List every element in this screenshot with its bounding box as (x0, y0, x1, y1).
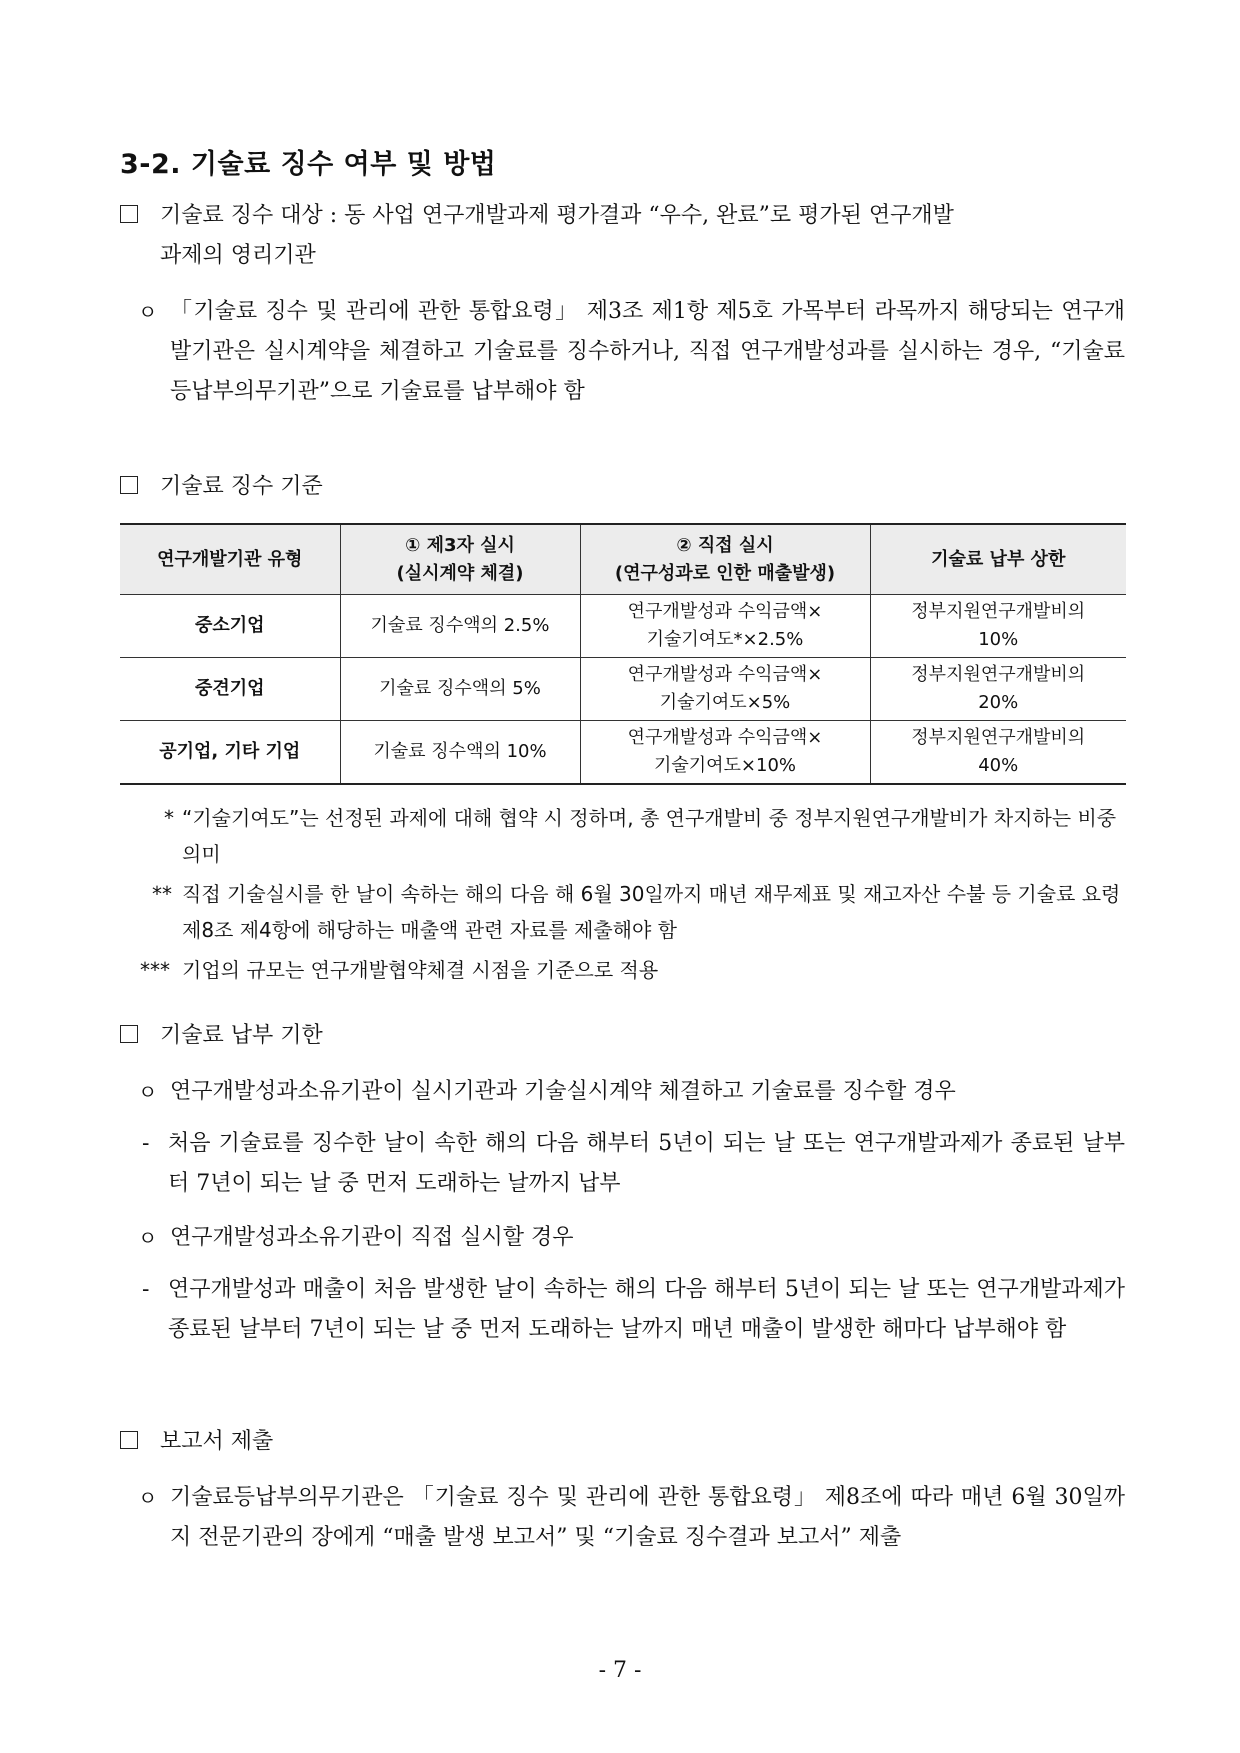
circle-bullet-icon: ㅇ (138, 1486, 158, 1510)
section-target-title: 기술료 징수 대상 : 동 사업 연구개발과제 평가결과 “우수, 완료”로 평가된 연구개발 과제의 영리기관 (120, 196, 1125, 276)
table-header-cell: ② 직접 실시 (연구성과로 인한 매출발생) (580, 524, 870, 595)
table-cell: 연구개발성과 수익금액× 기술기여도*×2.5% (580, 595, 870, 658)
fee-table (120, 523, 1126, 785)
deadline-item-2: ㅇ 연구개발성과소유기관이 직접 실시할 경우 (120, 1218, 1125, 1258)
note-text: 기업의 규모는 연구개발협약체결 시점을 기준으로 적용 (182, 958, 659, 982)
table-cell: 정부지원연구개발비의 10% (870, 595, 1126, 658)
note-mark: * (164, 806, 174, 830)
section-deadline (120, 1016, 1125, 1350)
table-cell: 기술료 징수액의 2.5% (340, 595, 580, 658)
square-bullet-icon (120, 1025, 138, 1043)
table-cell-type: 중소기업 (120, 595, 340, 658)
section-target-item: ㅇ 「기술료 징수 및 관리에 관한 통합요령」 제3조 제1항 제5호 가목부터 라목까지 해당되는 연구개발기관은 실시계약을 체결하고 기술료를 징수하거나, 직접 연구개발성과를 실시하는 경우, “기술료등납부의무기관”으로 기술료를 납부해야 함 (120, 292, 1125, 412)
section-deadline-title: 기술료 납부 기한 (120, 1016, 1125, 1056)
table-header-cell: ① 제3자 실시 (실시계약 체결) (340, 524, 580, 595)
table-cell-type: 중견기업 (120, 658, 340, 721)
circle-bullet-icon: ㅇ (138, 1226, 158, 1250)
table-header-row (120, 524, 1126, 595)
note-item (120, 952, 1126, 988)
square-bullet-icon (120, 1431, 138, 1449)
table-cell: 정부지원연구개발비의 20% (870, 658, 1126, 721)
table-header-cell: 기술료 납부 상한 (870, 524, 1126, 595)
square-bullet-icon (120, 476, 138, 494)
section-report-title: 보고서 제출 (120, 1422, 1125, 1462)
table-cell: 기술료 징수액의 10% (340, 721, 580, 785)
table-cell: 연구개발성과 수익금액× 기술기여도×5% (580, 658, 870, 721)
deadline-item-1-detail: - 처음 기술료를 징수한 날이 속한 해의 다음 해부터 5년이 되는 날 또는 연구개발과제가 종료된 날부터 7년이 되는 날 중 먼저 도래하는 날까지 납부 (120, 1124, 1125, 1204)
fee-table-wrapper (120, 523, 1126, 785)
section-report (120, 1422, 1125, 1558)
deadline-item-2-detail: - 연구개발성과 매출이 처음 발생한 날이 속하는 해의 다음 해부터 5년이 되는 날 또는 연구개발과제가 종료된 날부터 7년이 되는 날 중 먼저 도래하는 날까지 매년 매출이 발생한 해마다 납부해야 함 (120, 1270, 1125, 1350)
section-criteria-title: 기술료 징수 기준 (120, 467, 1125, 507)
table-row (120, 721, 1126, 785)
circle-bullet-icon: ㅇ (138, 1080, 158, 1104)
table-cell: 연구개발성과 수익금액× 기술기여도×10% (580, 721, 870, 785)
note-mark: *** (140, 958, 170, 982)
circle-bullet-icon: ㅇ (138, 300, 158, 324)
table-notes (120, 800, 1126, 988)
dash-bullet: - (142, 1277, 150, 1302)
table-header-cell: 연구개발기관 유형 (120, 524, 340, 595)
dash-bullet: - (142, 1131, 150, 1156)
section-target (120, 196, 1125, 412)
page-number: - 7 - (598, 1658, 642, 1683)
table-cell: 정부지원연구개발비의 40% (870, 721, 1126, 785)
table-row (120, 595, 1126, 658)
note-item (120, 800, 1126, 872)
section-heading: 3-2. 기술료 징수 여부 및 방법 (120, 149, 497, 180)
table-row (120, 658, 1126, 721)
table-cell-type: 공기업, 기타 기업 (120, 721, 340, 785)
note-item (120, 876, 1126, 948)
note-text: “기술기여도”는 선정된 과제에 대해 협약 시 정하며, 총 연구개발비 중 정부지원연구개발비가 차지하는 비중 의미 (182, 806, 1117, 866)
square-bullet-icon (120, 205, 138, 223)
note-text: 직접 기술실시를 한 날이 속하는 해의 다음 해 6월 30일까지 매년 재무제표 및 재고자산 수불 등 기술료 요령 제8조 제4항에 해당하는 매출액 관련 자료를 제출해야 함 (182, 882, 1121, 942)
note-mark: ** (152, 882, 172, 906)
section-criteria (120, 467, 1125, 507)
deadline-item-1: ㅇ 연구개발성과소유기관이 실시기관과 기술실시계약 체결하고 기술료를 징수할 경우 (120, 1072, 1125, 1112)
table-cell: 기술료 징수액의 5% (340, 658, 580, 721)
report-item: ㅇ 기술료등납부의무기관은 「기술료 징수 및 관리에 관한 통합요령」 제8조에 따라 매년 6월 30일까지 전문기관의 장에게 “매출 발생 보고서” 및 “기술료 징수결과 보고서” 제출 (120, 1478, 1125, 1558)
